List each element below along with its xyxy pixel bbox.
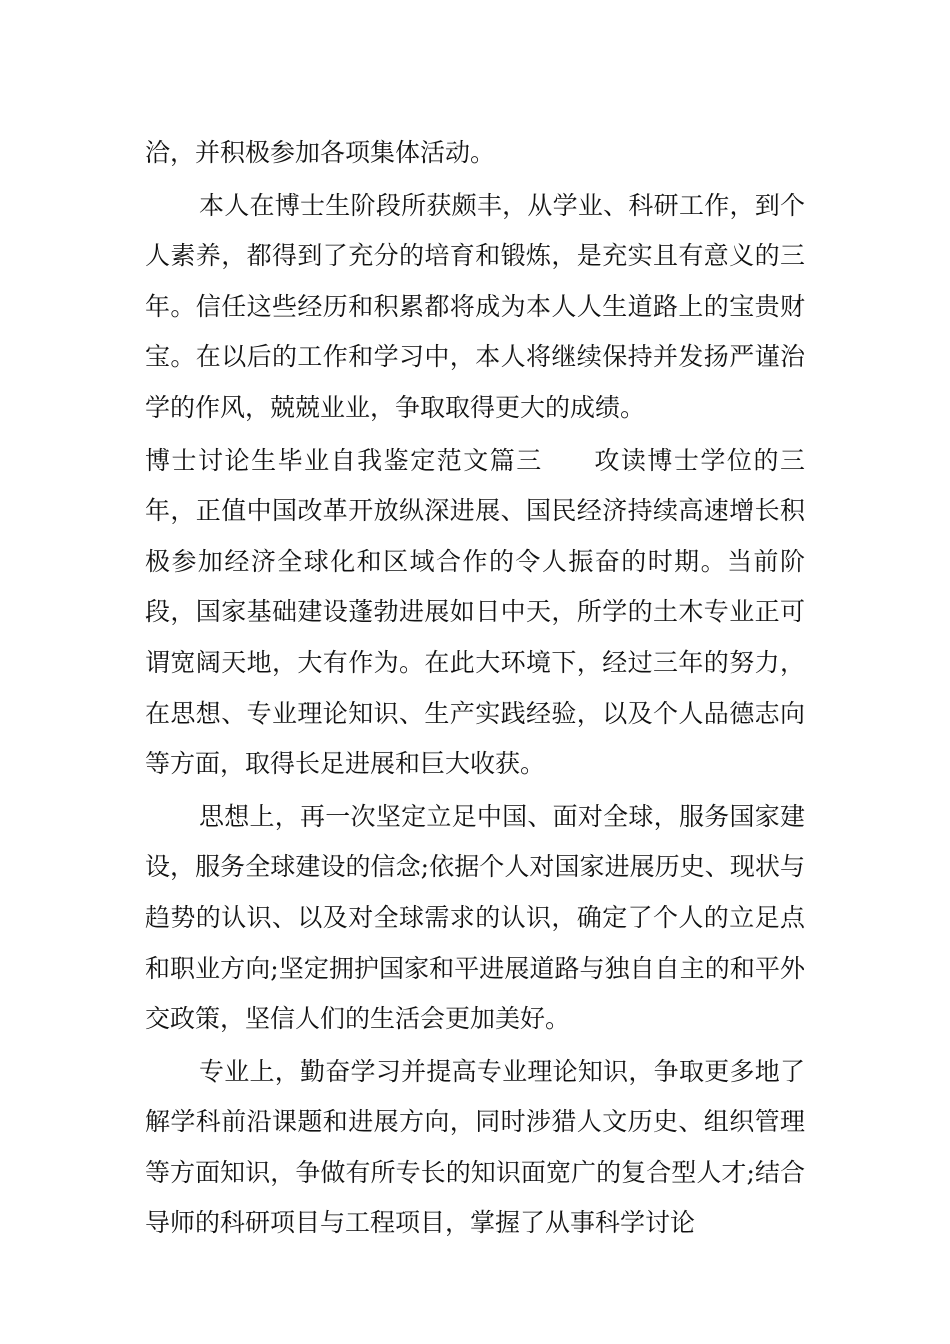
paragraph-continuation: 洽，并积极参加各项集体活动。 (145, 138, 496, 167)
section-intro-text: 攻读博士学位的三年，正值中国改革开放纵深进展、国民经济持续高速增长积极参加经济全球化和区域合作的令人振奋的时期。当前阶段，国家基础建设蓬勃进展如日中天，所学的土木专业正可谓宽阔天地，大有作为。在此大环境下，经过三年的努力，在思想、专业理论知识、生产实践经验，以及个人品德志向等方面，取得长足进展和巨大收获。 (145, 445, 805, 779)
paragraph-summary: 本人在博士生阶段所获颇丰，从学业、科研工作，到个人素养，都得到了充分的培育和锻炼，是充实且有意义的三年。信任这些经历和积累都将成为本人人生道路上的宝贵财宝。在以后的工作和学习中，本人将继续保持并发扬严谨治学的作风，兢兢业业，争取取得更大的成绩。 (145, 190, 805, 422)
section-heading: 博士讨论生毕业自我鉴定范文篇三 (145, 445, 543, 475)
document-body (145, 128, 805, 1249)
paragraph-section-three (145, 436, 805, 790)
paragraph-professional: 专业上，勤奋学习并提高专业理论知识，争取更多地了解学科前沿课题和进展方向，同时涉猎人文历史、组织管理等方面知识，争做有所专长的知识面宽广的复合型人才;结合导师的科研项目与工程项目，掌握了从事科学讨论 (145, 1056, 805, 1238)
paragraph-ideology: 思想上，再一次坚定立足中国、面对全球，服务国家建设，服务全球建设的信念;依据个人对国家进展历史、现状与趋势的认识、以及对全球需求的认识，确定了个人的立足点和职业方向;坚定拥护国家和平进展道路与独自自主的和平外交政策，坚信人们的生活会更加美好。 (145, 801, 805, 1034)
